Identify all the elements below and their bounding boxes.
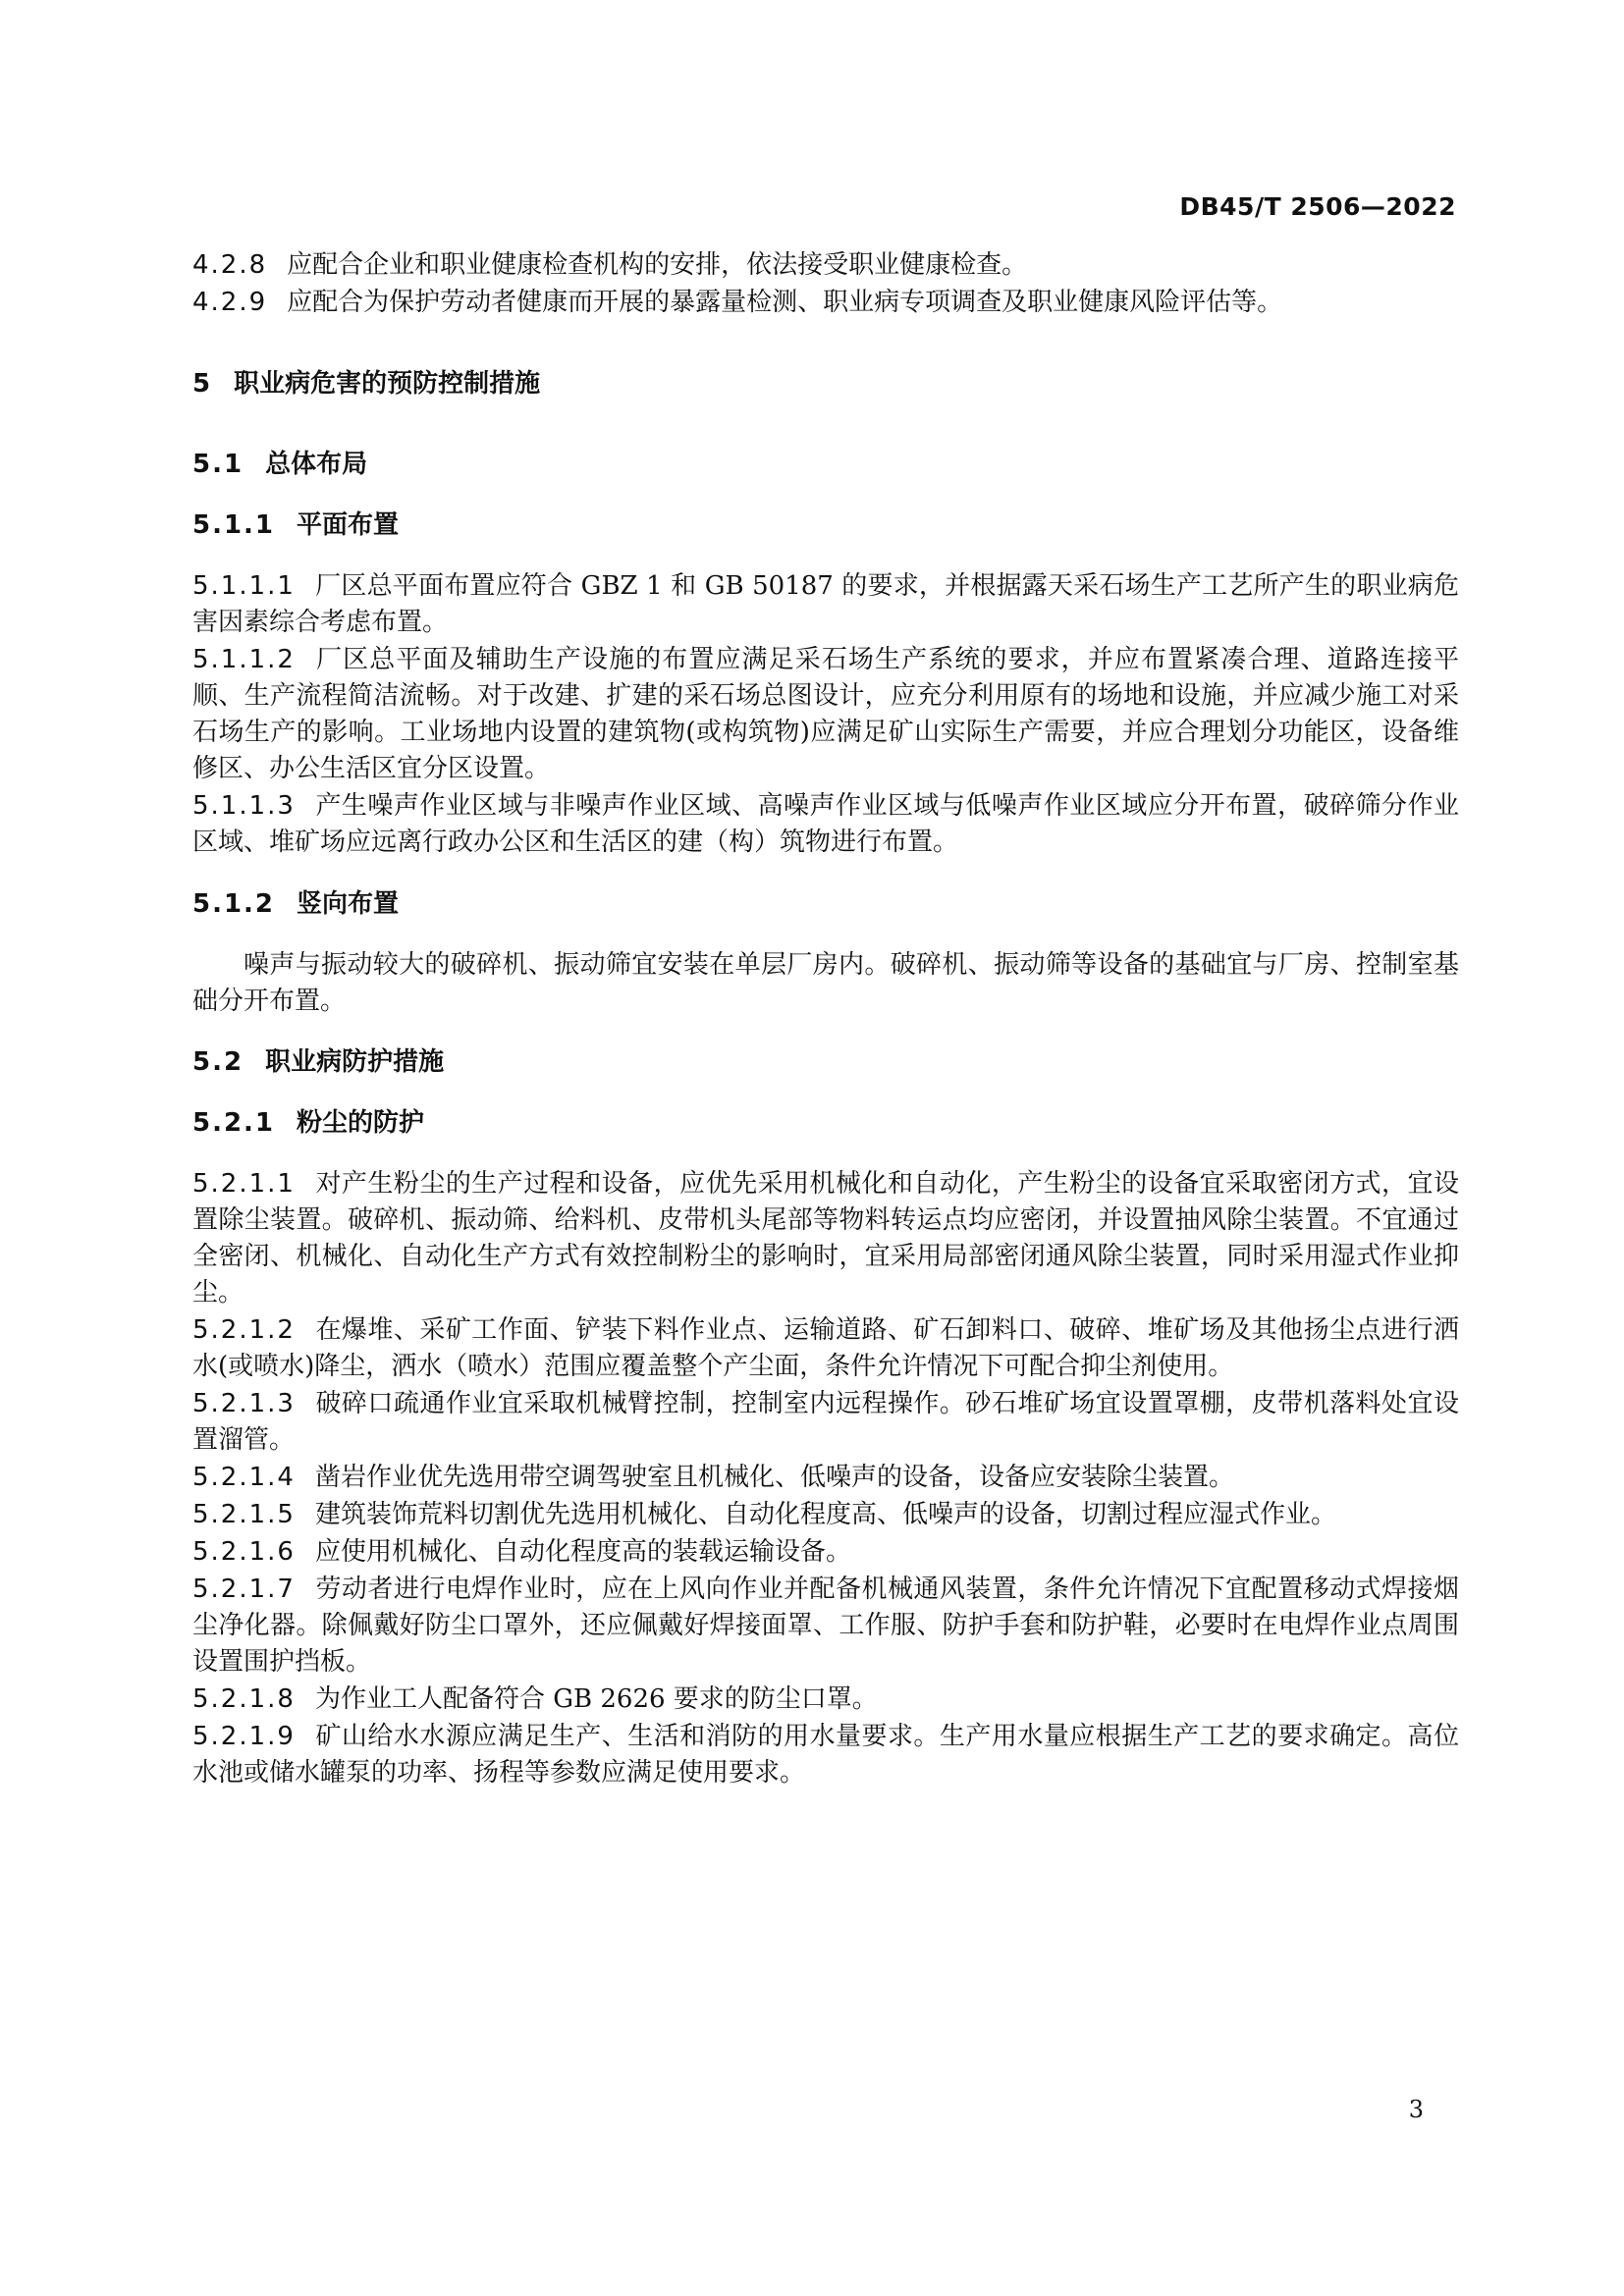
clause-5-1-1-2 [192, 642, 1459, 787]
clause-number: 5.2.1.9 [192, 1722, 296, 1751]
section-number: 5 [192, 369, 213, 399]
clause-text: 应配合为保护劳动者健康而开展的暴露量检测、职业病专项调查及职业健康风险评估等。 [287, 288, 1283, 317]
clause-number: 5.2.1.6 [192, 1537, 296, 1567]
clause-number: 5.2.1.1 [192, 1169, 296, 1199]
clause-number: 5.2.1.4 [192, 1463, 296, 1492]
clause-text: 产生噪声作业区域与非噪声作业区域、高噪声作业区域与低噪声作业区域应分开布置，破碎筛分作业区域、堆矿场应远离行政办公区和生活区的建（构）筑物进行布置。 [192, 791, 1459, 857]
clause-5-2-1-8 [192, 1682, 1459, 1718]
section-heading-5-1 [192, 447, 1459, 483]
paragraph-vertical-layout: 噪声与振动较大的破碎机、振动筛宜安装在单层厂房内。破碎机、振动筛等设备的基础宜与厂房、控制室基础分开布置。 [192, 950, 1459, 1016]
section-title: 平面布置 [297, 510, 400, 540]
clause-4-2-8 [192, 247, 1459, 284]
clause-number: 5.2.1.8 [192, 1684, 296, 1714]
section-number: 5.1 [192, 450, 244, 479]
spacer [192, 322, 1459, 366]
spacer [192, 923, 1459, 947]
clause-5-2-1-9 [192, 1719, 1459, 1791]
clause-number: 4.2.8 [192, 250, 268, 280]
clause-text: 凿岩作业优先选用带空调驾驶室且机械化、低噪声的设备，设备应安装除尘装置。 [314, 1463, 1234, 1492]
clause-number: 5.1.1.1 [192, 571, 296, 601]
standard-code-header: DB45/T 2506—2022 [1179, 192, 1456, 221]
clause-number: 5.2.1.3 [192, 1389, 296, 1418]
section-title: 粉尘的防护 [297, 1108, 425, 1138]
section-number: 5.1.1 [192, 510, 276, 540]
clause-number: 4.2.9 [192, 288, 268, 317]
document-body [192, 247, 1459, 1792]
clause-text: 厂区总平面及辅助生产设施的布置应满足采石场生产系统的要求，并应布置紧凑合理、道路连接平顺、生产流程简洁流畅。对于改建、扩建的采石场总图设计，应充分利用原有的场地和设施，并应减少施工对采石场生产的影响。工业场地内设置的建筑物(或构筑物)应满足矿山实际生产需要，并应合理划分功能区，设备维修区、办公生活区宜分区设置。 [192, 645, 1459, 783]
clause-number: 5.1.1.2 [192, 645, 296, 674]
section-heading-5-2-1 [192, 1105, 1459, 1142]
spacer [192, 1020, 1459, 1044]
spacer [192, 1081, 1459, 1105]
section-heading-5-1-1 [192, 507, 1459, 544]
section-title: 职业病危害的预防控制措施 [234, 369, 541, 399]
clause-text: 为作业工人配备符合 GB 2626 要求的防尘口罩。 [314, 1684, 878, 1714]
clause-text: 破碎口疏通作业宜采取机械臂控制，控制室内远程操作。砂石堆矿场宜设置罩棚，皮带机落料处宜设置溜管。 [192, 1389, 1459, 1455]
clause-number: 5.2.1.5 [192, 1500, 296, 1529]
clause-number: 5.1.1.3 [192, 791, 296, 821]
clause-number: 5.2.1.2 [192, 1315, 296, 1345]
clause-5-2-1-5 [192, 1497, 1459, 1533]
spacer [192, 862, 1459, 886]
section-heading-5-1-2 [192, 886, 1459, 923]
section-title: 竖向布置 [297, 889, 400, 919]
spacer [192, 483, 1459, 507]
spacer [192, 544, 1459, 568]
clause-5-2-1-3 [192, 1386, 1459, 1459]
clause-5-2-1-6 [192, 1534, 1459, 1571]
clause-5-1-1-1 [192, 568, 1459, 641]
clause-5-2-1-4 [192, 1460, 1459, 1496]
section-title: 职业病防护措施 [265, 1047, 445, 1077]
clause-5-2-1-1 [192, 1166, 1459, 1311]
clause-text: 应配合企业和职业健康检查机构的安排，依法接受职业健康检查。 [287, 250, 1028, 280]
section-heading-5 [192, 366, 1459, 402]
clause-5-2-1-7 [192, 1572, 1459, 1681]
section-number: 5.2.1 [192, 1108, 276, 1138]
clause-4-2-9 [192, 285, 1459, 321]
clause-5-2-1-2 [192, 1312, 1459, 1385]
clause-text: 对产生粉尘的生产过程和设备，应优先采用机械化和自动化，产生粉尘的设备宜采取密闭方式，宜设置除尘装置。破碎机、振动筛、给料机、皮带机头尾部等物料转运点均应密闭，并设置抽风除尘装置。不宜通过全密闭、机械化、自动化生产方式有效控制粉尘的影响时，宜采用局部密闭通风除尘装置，同时采用湿式作业抑尘。 [192, 1169, 1459, 1308]
section-title: 总体布局 [265, 450, 368, 479]
clause-text: 矿山给水水源应满足生产、生活和消防的用水量要求。生产用水量应根据生产工艺的要求确定。高位水池或储水罐泵的功率、扬程等参数应满足使用要求。 [192, 1722, 1459, 1788]
clause-text: 在爆堆、采矿工作面、铲装下料作业点、运输道路、矿石卸料口、破碎、堆矿场及其他扬尘点进行洒水(或喷水)降尘，洒水（喷水）范围应覆盖整个产尘面，条件允许情况下可配合抑尘剂使用。 [192, 1315, 1459, 1381]
clause-text: 厂区总平面布置应符合 GBZ 1 和 GB 50187 的要求，并根据露天采石场生产工艺所产生的职业病危害因素综合考虑布置。 [192, 571, 1459, 637]
clause-text: 建筑装饰荒料切割优先选用机械化、自动化程度高、低噪声的设备，切割过程应湿式作业。 [314, 1500, 1336, 1529]
spacer [192, 402, 1459, 447]
page-number: 3 [1408, 2096, 1424, 2123]
section-number: 5.2 [192, 1047, 244, 1077]
section-heading-5-2 [192, 1044, 1459, 1081]
section-number: 5.1.2 [192, 889, 276, 919]
spacer [192, 1142, 1459, 1166]
clause-number: 5.2.1.7 [192, 1575, 296, 1604]
clause-text: 劳动者进行电焊作业时，应在上风向作业并配备机械通风装置，条件允许情况下宜配置移动式焊接烟尘净化器。除佩戴好防尘口罩外，还应佩戴好焊接面罩、工作服、防护手套和防护鞋，必要时在电焊作业点周围设置围护挡板。 [192, 1575, 1459, 1677]
clause-text: 应使用机械化、自动化程度高的装载运输设备。 [314, 1537, 851, 1567]
clause-5-1-1-3 [192, 788, 1459, 861]
